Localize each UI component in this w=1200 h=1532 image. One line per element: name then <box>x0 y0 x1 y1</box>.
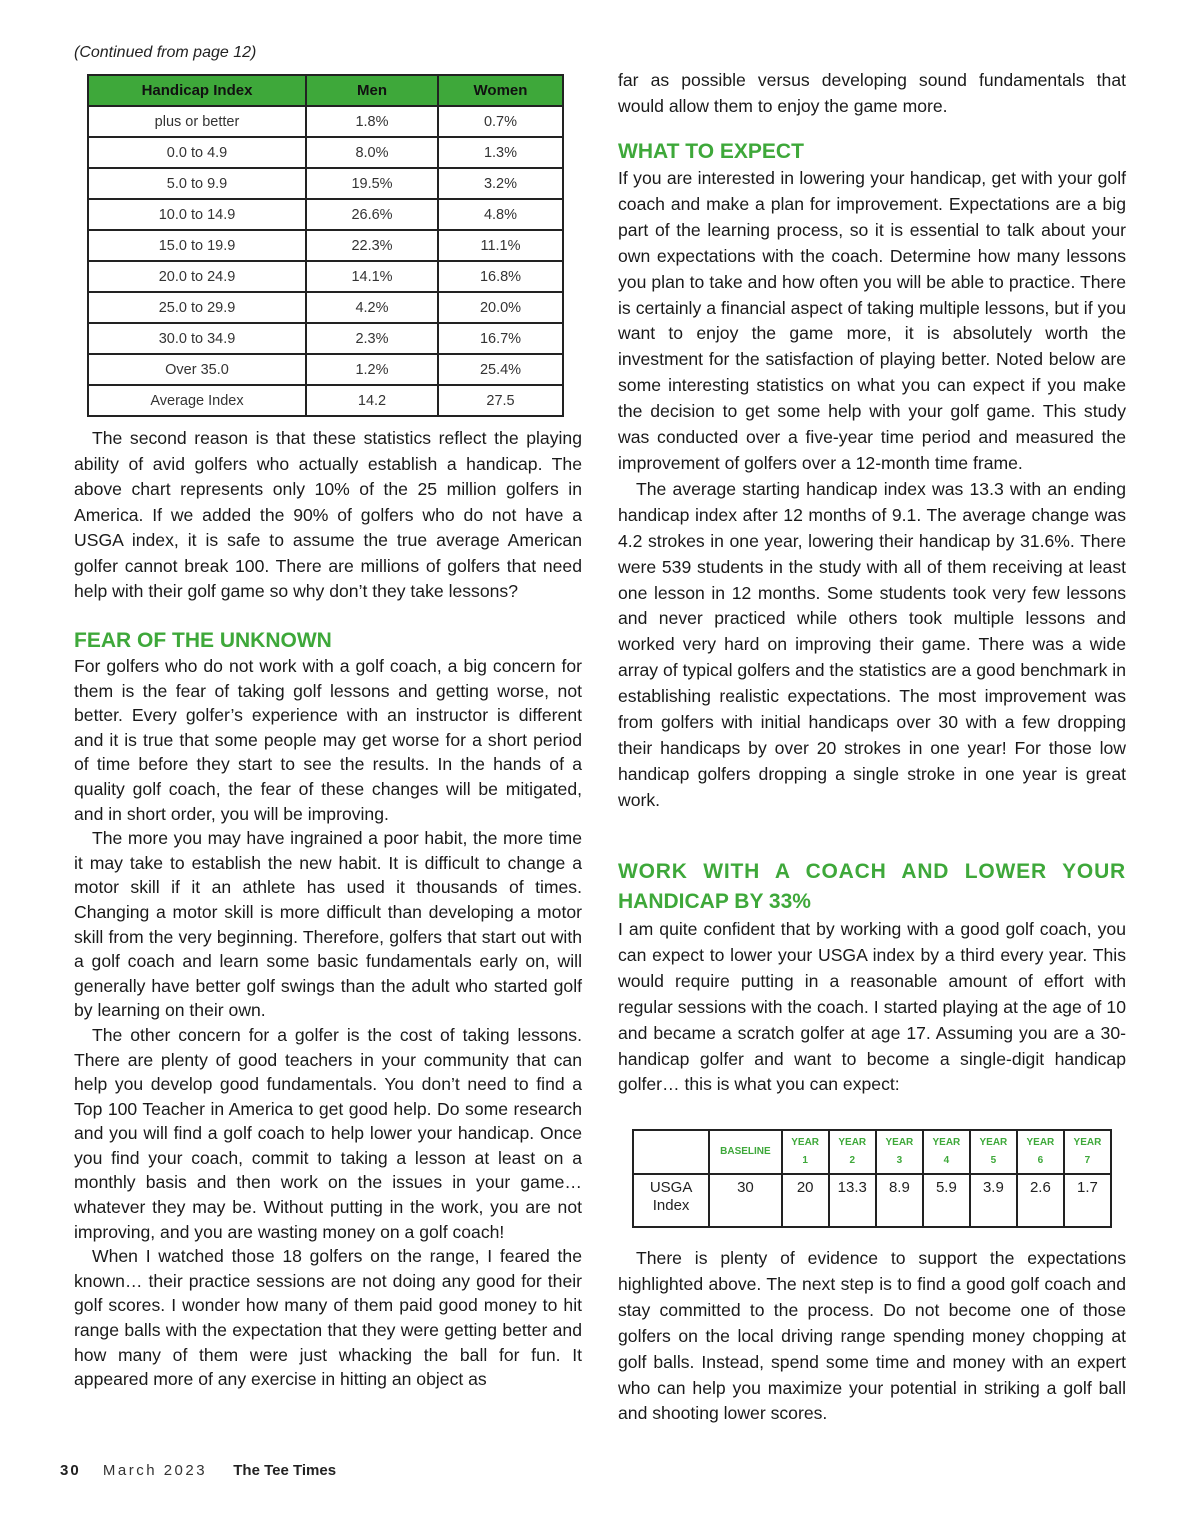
table-cell: 15.0 to 19.9 <box>88 230 306 261</box>
table-cell: 1.3% <box>438 137 563 168</box>
table-cell: 27.5 <box>438 385 563 416</box>
table-cell: 22.3% <box>306 230 438 261</box>
table-cell: 13.3 <box>829 1174 876 1227</box>
table-cell: 20.0% <box>438 292 563 323</box>
page-footer <box>60 1462 336 1479</box>
table-cell: 5.0 to 9.9 <box>88 168 306 199</box>
table-cell: 16.8% <box>438 261 563 292</box>
table-cell: 30.0 to 34.9 <box>88 323 306 354</box>
body-paragraph: If you are interested in lowering your handicap, get with your golf coach and make a plan for improvement. Expectations are a big part of the learning process, so it is essential to talk about your own expectations with the coach. Determine how many lessons you plan to take and how often you will be able to practice. There is certainly a financial aspect of taking multiple lessons, but if you want to enjoy the game more, it is absolutely worth the investment for the satisfaction of playing better. Noted below are some interesting statistics on what you can expect if you make the decision to get some help with your golf game. This study was conducted over a five-year time period and measured the improvement of golfers over a 12-month time frame. <box>618 168 1126 473</box>
column-header: Men <box>306 75 438 106</box>
table-row <box>88 261 563 292</box>
usga-index-projection-table <box>632 1129 1112 1228</box>
table-row <box>633 1174 1111 1227</box>
table-cell: 30 <box>709 1174 781 1227</box>
column-header: Women <box>438 75 563 106</box>
table-cell: 1.7 <box>1064 1174 1111 1227</box>
section-heading-expect: WHAT TO EXPECT <box>618 140 804 163</box>
table-cell: 20.0 to 24.9 <box>88 261 306 292</box>
column-header-blank <box>633 1130 709 1174</box>
table-cell: plus or better <box>88 106 306 137</box>
table-row <box>88 199 563 230</box>
body-paragraph: far as possible versus developing sound fundamentals that would allow them to enjoy the game more. <box>618 70 1126 116</box>
table-row <box>88 292 563 323</box>
page-number: 30 <box>60 1462 81 1479</box>
column-header: Handicap Index <box>88 75 306 106</box>
table-cell: 10.0 to 14.9 <box>88 199 306 230</box>
body-paragraph: I am quite confident that by working with a good golf coach, you can expect to lower your USGA index by a third every year. This would require putting in a reasonable amount of effort with regular sessions with the coach. I started playing at the age of 10 and became a scratch golfer at age 17. Assuming you are a 30-handicap golfer and want to become a single-digit handicap golfer… this is what you can expect: <box>618 919 1126 1095</box>
table-cell: 5.9 <box>923 1174 970 1227</box>
column-header-year: YEAR 7 <box>1064 1130 1111 1174</box>
handicap-distribution-table <box>87 74 564 417</box>
column-header-year: YEAR 2 <box>829 1130 876 1174</box>
row-label: USGA Index <box>633 1174 709 1227</box>
table-cell: 1.2% <box>306 354 438 385</box>
table-cell: 25.4% <box>438 354 563 385</box>
body-paragraph: The second reason is that these statistics reflect the playing ability of avid golfers who actually establish a handicap. The above chart represents only 10% of the 25 million golfers in America. If we added the 90% of golfers who do not have a USGA index, it is safe to assume the true average American golfer cannot break 100. There are millions of golfers that need help with their golf game so why don’t they take lessons? <box>74 428 582 601</box>
body-paragraph: The average starting handicap index was 13.3 with an ending handicap index after 12 months of 9.1. The average change was 4.2 strokes in one year, lowering their handicap by 31.6%. There were 539 students in the study with all of them receiving at least one lesson in 12 months. Some students took very few lessons and never practiced while others took multiple lessons and worked very hard on improving their game. There was a wide array of typical golfers and the statistics are a good benchmark in establishing realistic expectations. The most improvement was from golfers with initial handicaps over 30 with a few dropping their handicaps by over 20 strokes in one year! For those low handicap golfers dropping a single stroke in one year is great work. <box>618 478 1126 810</box>
table-row <box>88 323 563 354</box>
body-paragraph: There is plenty of evidence to support the expectations highlighted above. The next step is to find a good golf coach and stay committed to the process. Do not become one of those golfers on the local driving range spending money chopping at golf balls. Instead, spend some time and money with an expert who can help you maximize your potential in striking a golf ball and shooting lower scores. <box>618 1248 1126 1424</box>
table-cell: 16.7% <box>438 323 563 354</box>
table-cell: 4.2% <box>306 292 438 323</box>
table-header-row <box>88 75 563 106</box>
table-cell: 8.9 <box>876 1174 923 1227</box>
column-header-year: YEAR 6 <box>1017 1130 1064 1174</box>
table-cell: 2.6 <box>1017 1174 1064 1227</box>
table-row <box>88 354 563 385</box>
table-cell: 25.0 to 29.9 <box>88 292 306 323</box>
magazine-title: The Tee Times <box>233 1462 337 1479</box>
table-row <box>88 137 563 168</box>
column-header-year: YEAR 3 <box>876 1130 923 1174</box>
table-cell: 0.7% <box>438 106 563 137</box>
table-cell: 1.8% <box>306 106 438 137</box>
table-cell: 0.0 to 4.9 <box>88 137 306 168</box>
column-header-baseline: BASELINE <box>709 1130 781 1174</box>
issue-date: March 2023 <box>102 1462 208 1479</box>
table-header-row <box>633 1130 1111 1174</box>
body-paragraph: The other concern for a golfer is the cost of taking lessons. There are plenty of good teachers in your community that can help you develop good fundamentals. You don’t need to find a Top 100 Teacher in America to get good help. Do some research and you will find a golf coach to help lower your handicap. Once you find your coach, commit to taking a lesson at least on a monthly basis and then work on the issues in your game…whatever they may be. Without putting in the work, you are not improving, and you are wasting money on a golf coach! <box>74 1024 582 1242</box>
table-cell: 14.1% <box>306 261 438 292</box>
table-cell: 3.2% <box>438 168 563 199</box>
table-cell: 2.3% <box>306 323 438 354</box>
column-header-year: YEAR 5 <box>970 1130 1017 1174</box>
table-cell: 4.8% <box>438 199 563 230</box>
table-cell: 8.0% <box>306 137 438 168</box>
section-heading-coach-line2: HANDICAP BY 33% <box>618 890 811 913</box>
table-cell: 20 <box>782 1174 829 1227</box>
body-paragraph: The more you may have ingrained a poor habit, the more time it may take to establish the new habit. It is difficult to change a motor skill if it an athlete has used it thousands of times. Changing a motor skill is more difficult than developing a motor skill from the very beginning. Therefore, golfers that start out with a golf coach and learn some basic fundamentals early on, will generally have better golf swings than the adult who started golf by learning on their own. <box>74 828 582 1021</box>
column-header-year: YEAR 1 <box>782 1130 829 1174</box>
body-paragraph: For golfers who do not work with a golf coach, a big concern for them is the fear of taking golf lessons and getting worse, not better. Every golfer’s experience with an instructor is different and it is true that some people may get worse for a short period of time before they start to see the results. In the hands of a quality golf coach, the fear of these changes will be mitigated, and in short order, you will be improving. <box>74 656 582 824</box>
table-row <box>88 106 563 137</box>
table-cell: 14.2 <box>306 385 438 416</box>
table-cell: 26.6% <box>306 199 438 230</box>
section-heading-fear: FEAR OF THE UNKNOWN <box>74 629 332 652</box>
table-cell: Average Index <box>88 385 306 416</box>
table-body <box>88 106 563 416</box>
table-row <box>88 385 563 416</box>
table-cell: 19.5% <box>306 168 438 199</box>
table-row <box>88 230 563 261</box>
column-header-year: YEAR 4 <box>923 1130 970 1174</box>
table-cell: 3.9 <box>970 1174 1017 1227</box>
body-paragraph: When I watched those 18 golfers on the range, I feared the known… their practice sessions are not doing any good for their golf scores. I wonder how many of them paid good money to hit range balls with the expectation that they were getting better and how many of them were just whacking the ball for fun. It appeared more of any exercise in hitting an object as <box>74 1246 582 1390</box>
table-cell: Over 35.0 <box>88 354 306 385</box>
table-row <box>88 168 563 199</box>
section-heading-coach-line1: WORK WITH A COACH AND LOWER YOUR <box>618 860 1126 883</box>
table-cell: 11.1% <box>438 230 563 261</box>
continued-note: (Continued from page 12) <box>74 44 257 61</box>
